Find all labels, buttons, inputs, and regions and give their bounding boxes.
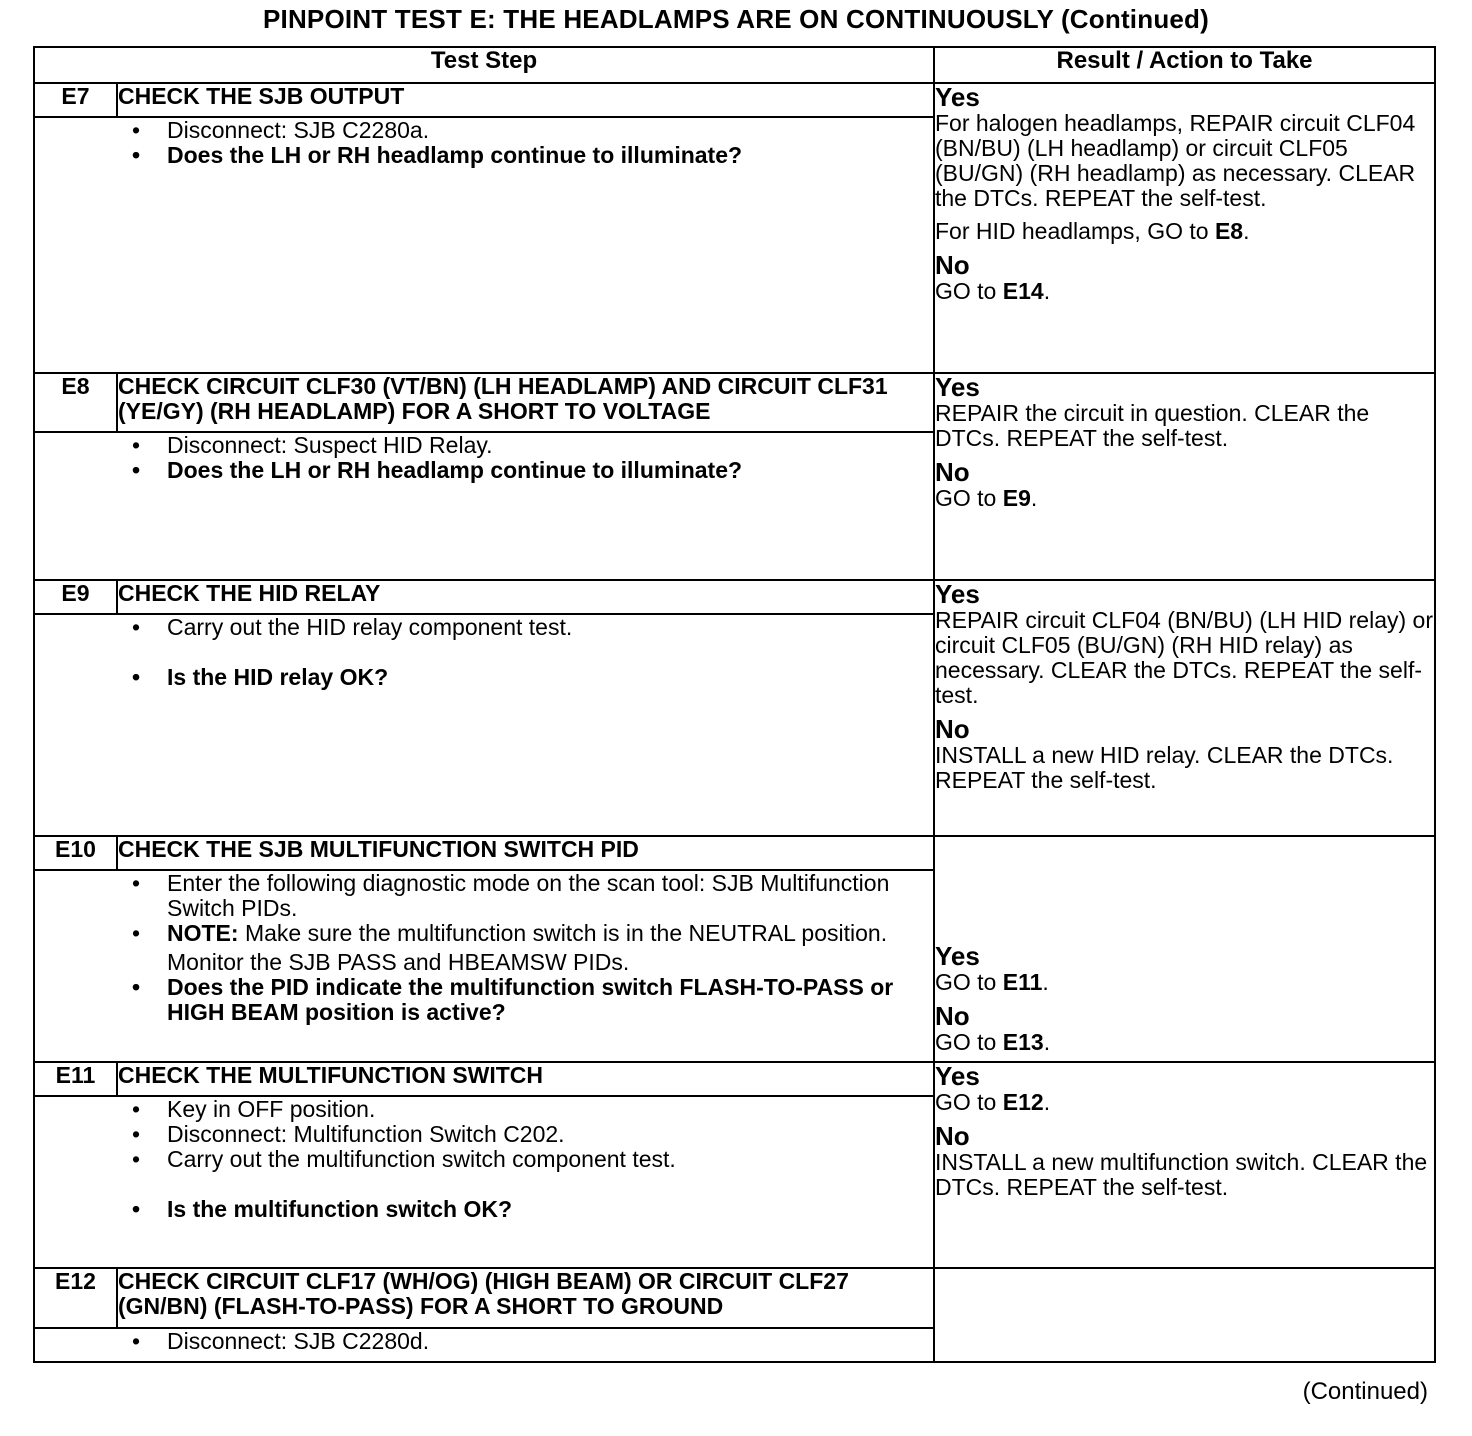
step-question: • Is the multifunction switch OK? bbox=[167, 1197, 933, 1222]
yes-label: Yes bbox=[935, 372, 980, 402]
step-e11-result bbox=[934, 1062, 1435, 1268]
step-body-spacer bbox=[34, 117, 117, 373]
no-label: No bbox=[935, 1121, 970, 1151]
pinpoint-test-table bbox=[33, 46, 1436, 1363]
step-title: CHECK CIRCUIT CLF30 (VT/BN) (LH HEADLAMP) AND CIRCUIT CLF31 (YE/GY) (RH HEADLAMP) FOR A SHORT TO VOLTAGE bbox=[117, 373, 934, 432]
step-question: • Does the LH or RH headlamp continue to illuminate? bbox=[167, 143, 933, 168]
step-ref: E8 bbox=[1214, 218, 1244, 244]
step-note-continuation: Monitor the SJB PASS and HBEAMSW PIDs. bbox=[167, 949, 630, 975]
step-id: E8 bbox=[34, 373, 117, 432]
step-e12-result bbox=[934, 1268, 1435, 1362]
step-title: CHECK CIRCUIT CLF17 (WH/OG) (HIGH BEAM) OR CIRCUIT CLF27 (GN/BN) (FLASH-TO-PASS) FOR A SHORT TO GROUND bbox=[117, 1268, 934, 1328]
step-body-spacer bbox=[34, 870, 117, 1062]
step-title: CHECK THE SJB MULTIFUNCTION SWITCH PID bbox=[117, 836, 934, 870]
no-action: GO to E14. bbox=[935, 278, 1051, 304]
step-ref: E9 bbox=[1002, 485, 1031, 511]
step-e7-title-row bbox=[34, 83, 1435, 117]
step-ref: E13 bbox=[1002, 1029, 1044, 1055]
yes-action-hid: For HID headlamps, GO to E8. bbox=[935, 218, 1250, 244]
step-id: E10 bbox=[34, 836, 117, 870]
step-body bbox=[117, 117, 934, 373]
step-body bbox=[117, 432, 934, 580]
step-title: CHECK THE MULTIFUNCTION SWITCH bbox=[117, 1062, 934, 1096]
step-question: • Does the PID indicate the multifunction switch FLASH-TO-PASS or HIGH BEAM position is active? bbox=[167, 975, 933, 1025]
step-id: E11 bbox=[34, 1062, 117, 1096]
no-action: INSTALL a new HID relay. CLEAR the DTCs. REPEAT the self-test. bbox=[935, 742, 1394, 793]
yes-label: Yes bbox=[935, 82, 980, 112]
step-body bbox=[117, 1096, 934, 1268]
step-e10-result bbox=[934, 836, 1435, 1062]
step-body-spacer bbox=[34, 1096, 117, 1268]
step-bullet: • Carry out the HID relay component test. bbox=[167, 615, 933, 640]
step-bullet: • Disconnect: SJB C2280d. bbox=[167, 1329, 933, 1354]
step-e7-result bbox=[934, 83, 1435, 373]
step-bullet: • Key in OFF position. bbox=[167, 1097, 933, 1122]
page-title: PINPOINT TEST E: THE HEADLAMPS ARE ON CONTINUOUSLY (Continued) bbox=[262, 4, 1209, 34]
step-body-spacer bbox=[34, 614, 117, 836]
no-label: No bbox=[935, 1001, 970, 1031]
step-body-spacer bbox=[34, 1328, 117, 1362]
step-e9-title-row bbox=[34, 580, 1435, 614]
step-id: E9 bbox=[34, 580, 117, 614]
step-bullet: • Disconnect: Multifunction Switch C202. bbox=[167, 1122, 933, 1147]
no-label: No bbox=[935, 714, 970, 744]
header-test-step: Test Step bbox=[34, 47, 934, 83]
table-header-row bbox=[34, 47, 1435, 83]
step-e10-title-row bbox=[34, 836, 1435, 870]
step-e8-result bbox=[934, 373, 1435, 580]
step-bullet: • Disconnect: SJB C2280a. bbox=[167, 118, 933, 143]
yes-label: Yes bbox=[935, 1061, 980, 1091]
step-ref: E12 bbox=[1002, 1089, 1044, 1115]
step-e9-result bbox=[934, 580, 1435, 836]
step-question: • Does the LH or RH headlamp continue to illuminate? bbox=[167, 458, 933, 483]
bullet-spacer bbox=[167, 640, 933, 665]
yes-action: GO to E11. bbox=[935, 969, 1049, 995]
no-action: GO to E9. bbox=[935, 485, 1038, 511]
step-bullet: • Enter the following diagnostic mode on the scan tool: SJB Multifunction Switch PIDs. bbox=[167, 871, 933, 921]
yes-action: REPAIR circuit CLF04 (BN/BU) (LH HID relay) or circuit CLF05 (BU/GN) (RH HID relay) as necessary. CLEAR the DTCs. REPEAT the self-test. bbox=[935, 607, 1433, 708]
step-title: CHECK THE HID RELAY bbox=[117, 580, 934, 614]
step-e12-title-row bbox=[34, 1268, 1435, 1328]
note-label: NOTE: bbox=[167, 920, 239, 946]
step-ref: E11 bbox=[1002, 969, 1043, 995]
no-label: No bbox=[935, 457, 970, 487]
step-question: • Is the HID relay OK? bbox=[167, 665, 933, 690]
step-e11-title-row bbox=[34, 1062, 1435, 1096]
step-body bbox=[117, 1328, 934, 1362]
continued-footer: (Continued) bbox=[1302, 1378, 1428, 1405]
step-bullet: • Disconnect: Suspect HID Relay. bbox=[167, 433, 933, 458]
step-bullet: • Carry out the multifunction switch component test. bbox=[167, 1147, 933, 1172]
no-action: GO to E13. bbox=[935, 1029, 1051, 1055]
step-body-spacer bbox=[34, 432, 117, 580]
step-note: • NOTE: Make sure the multifunction switch is in the NEUTRAL position. bbox=[167, 921, 933, 946]
step-id: E12 bbox=[34, 1268, 117, 1328]
yes-label: Yes bbox=[935, 941, 980, 971]
step-id: E7 bbox=[34, 83, 117, 117]
yes-action: REPAIR the circuit in question. CLEAR the DTCs. REPEAT the self-test. bbox=[935, 400, 1370, 451]
step-e8-title-row bbox=[34, 373, 1435, 432]
yes-action: GO to E12. bbox=[935, 1089, 1051, 1115]
step-body bbox=[117, 870, 934, 1062]
yes-label: Yes bbox=[935, 579, 980, 609]
yes-action: For halogen headlamps, REPAIR circuit CLF04 (BN/BU) (LH headlamp) or circuit CLF05 (BU/GN) (RH headlamp) as necessary. CLEAR the DTCs. REPEAT the self-test. bbox=[935, 110, 1416, 211]
no-label: No bbox=[935, 250, 970, 280]
header-result: Result / Action to Take bbox=[934, 47, 1435, 83]
step-title: CHECK THE SJB OUTPUT bbox=[117, 83, 934, 117]
no-action: INSTALL a new multifunction switch. CLEAR the DTCs. REPEAT the self-test. bbox=[935, 1149, 1428, 1200]
step-ref: E14 bbox=[1002, 278, 1044, 304]
step-body bbox=[117, 614, 934, 836]
bullet-spacer bbox=[167, 1172, 933, 1197]
